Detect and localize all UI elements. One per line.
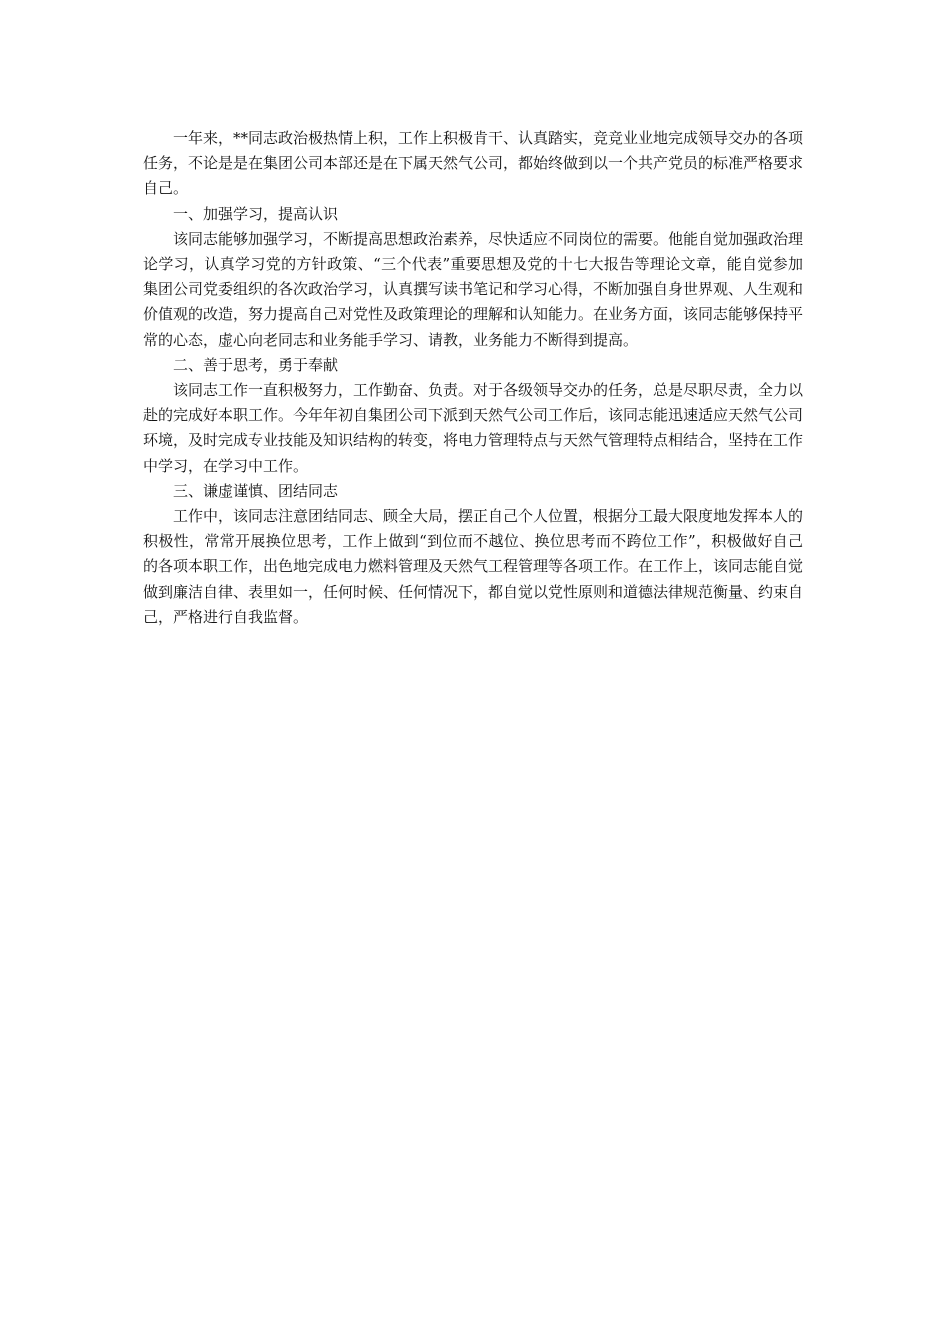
section-body-1: 该同志能够加强学习，不断提高思想政治素养，尽快适应不同岗位的需要。他能自觉加强政治理论学习，认真学习党的方针政策、“三个代表”重要思想及党的十七大报告等理论文章，能自觉参加集团公司党委组织的各次政治学习，认真撰写读书笔记和学习心得，不断加强自身世界观、人生观和价值观的改造，努力提高自己对党性及政策理论的理解和认知能力。在业务方面，该同志能够保持平常的心态，虚心向老同志和业务能手学习、请教，业务能力不断得到提高。 [143, 229, 804, 349]
section-heading-1: 一、加强学习，提高认识 [173, 204, 339, 223]
section-heading-3: 三、谦虚谨慎、团结同志 [173, 481, 339, 500]
section-body-3: 工作中，该同志注意团结同志、顾全大局，摆正自己个人位置，根据分工最大限度地发挥本人的积极性，常常开展换位思考，工作上做到“到位而不越位、换位思考而不跨位工作”，积极做好自己的各项本职工作，出色地完成电力燃料管理及天然气工程管理等各项工作。在工作上，该同志能自觉做到廉洁自律、表里如一，任何时候、任何情况下，都自觉以党性原则和道德法律规范衡量、约束自己，严格进行自我监督。 [143, 507, 804, 626]
section-heading-2: 二、善于思考，勇于奉献 [173, 355, 339, 374]
intro-paragraph: 一年来，**同志政治极热情上积，工作上积极肯干、认真踏实，竞竞业业地完成领导交办的各项任务，不论是是在集团公司本部还是在下属天然气公司，都始终做到以一个共产党员的标准严格要求自己。 [143, 129, 804, 198]
document-page [143, 126, 803, 630]
section-body-2: 该同志工作一直积极努力，工作勤奋、负责。对于各级领导交办的任务，总是尽职尽责，全力以赴的完成好本职工作。今年年初自集团公司下派到天然气公司工作后，该同志能迅速适应天然气公司环境，及时完成专业技能及知识结构的转变，将电力管理特点与天然气管理特点相结合，坚持在工作中学习，在学习中工作。 [143, 381, 804, 475]
